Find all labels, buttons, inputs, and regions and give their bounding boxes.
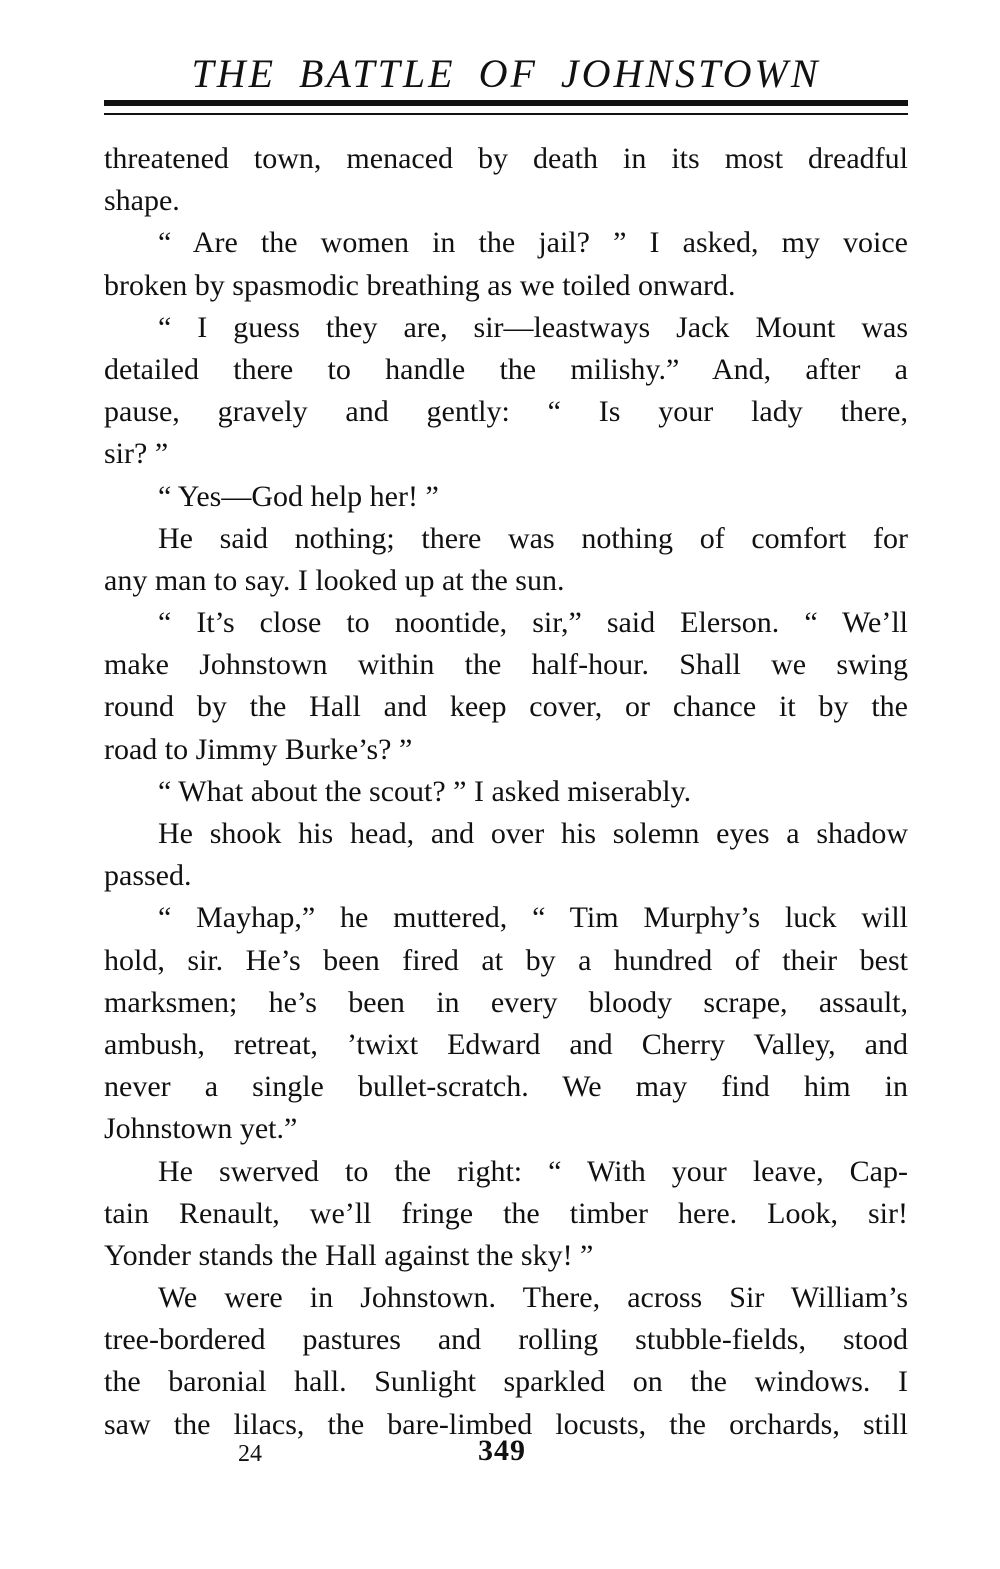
text-line: broken by spasmodic breathing as we toiled onward. bbox=[104, 268, 736, 302]
text-line: “ Are the women in the jail? ” I asked, my voice bbox=[158, 226, 908, 260]
text-line: We were in Johnstown. There, across Sir William’s bbox=[158, 1281, 908, 1315]
text-line: Yonder stands the Hall against the sky! ” bbox=[104, 1238, 594, 1272]
text-line: threatened town, menaced by death in its most dreadful bbox=[104, 142, 908, 175]
signature-mark: 24 bbox=[238, 1441, 262, 1467]
text-line: the baronial hall. Sunlight sparkled on the windows. I bbox=[104, 1365, 908, 1399]
text-line: shape. bbox=[104, 184, 180, 218]
text-line: saw the lilacs, the bare-limbed locusts, the orchards, still bbox=[104, 1407, 908, 1441]
body-text bbox=[104, 138, 908, 1446]
text-line: He said nothing; there was nothing of comfort for bbox=[158, 521, 908, 555]
text-line: road to Jimmy Burke’s? ” bbox=[104, 732, 413, 766]
text-line: “ What about the scout? ” I asked miserably. bbox=[158, 774, 692, 808]
text-line: “ Yes—God help her! ” bbox=[158, 479, 439, 513]
text-line: sir? ” bbox=[104, 437, 169, 471]
text-line: tree-bordered pastures and rolling stubble-fields, stood bbox=[104, 1323, 908, 1357]
page-number: 349 bbox=[478, 1434, 526, 1467]
text-line: passed. bbox=[104, 859, 192, 893]
text-line: make Johnstown within the half-hour. Shall we swing bbox=[104, 648, 908, 682]
text-line: round by the Hall and keep cover, or chance it by the bbox=[104, 690, 908, 724]
running-head-title: THE BATTLE OF JOHNSTOWN bbox=[191, 51, 821, 96]
text-line: “ It’s close to noontide, sir,” said Elerson. “ We’ll bbox=[158, 606, 908, 640]
text-line: marksmen; he’s been in every bloody scrape, assault, bbox=[104, 985, 908, 1019]
text-line: detailed there to handle the milishy.” And, after a bbox=[104, 352, 908, 386]
text-line: pause, gravely and gently: “ Is your lady there, bbox=[104, 395, 908, 429]
text-line: ambush, retreat, ’twixt Edward and Cherry Valley, and bbox=[104, 1027, 908, 1061]
text-line: tain Renault, we’ll fringe the timber here. Look, sir! bbox=[104, 1196, 908, 1230]
text-line: hold, sir. He’s been fired at by a hundred of their best bbox=[104, 943, 908, 977]
text-line: any man to say. I looked up at the sun. bbox=[104, 563, 565, 597]
text-line: Johnstown yet.” bbox=[104, 1112, 298, 1146]
text-line: He swerved to the right: “ With your leave, Cap- bbox=[158, 1154, 908, 1188]
header-rule-thick bbox=[104, 100, 908, 106]
text-line: He shook his head, and over his solemn eyes a shadow bbox=[158, 817, 908, 850]
text-line: “ Mayhap,” he muttered, “ Tim Murphy’s luck will bbox=[158, 901, 908, 935]
header-rule-thin bbox=[104, 113, 908, 115]
text-line: never a single bullet-scratch. We may find him in bbox=[104, 1070, 908, 1104]
text-line: “ I guess they are, sir—leastways Jack Mount was bbox=[158, 310, 908, 344]
